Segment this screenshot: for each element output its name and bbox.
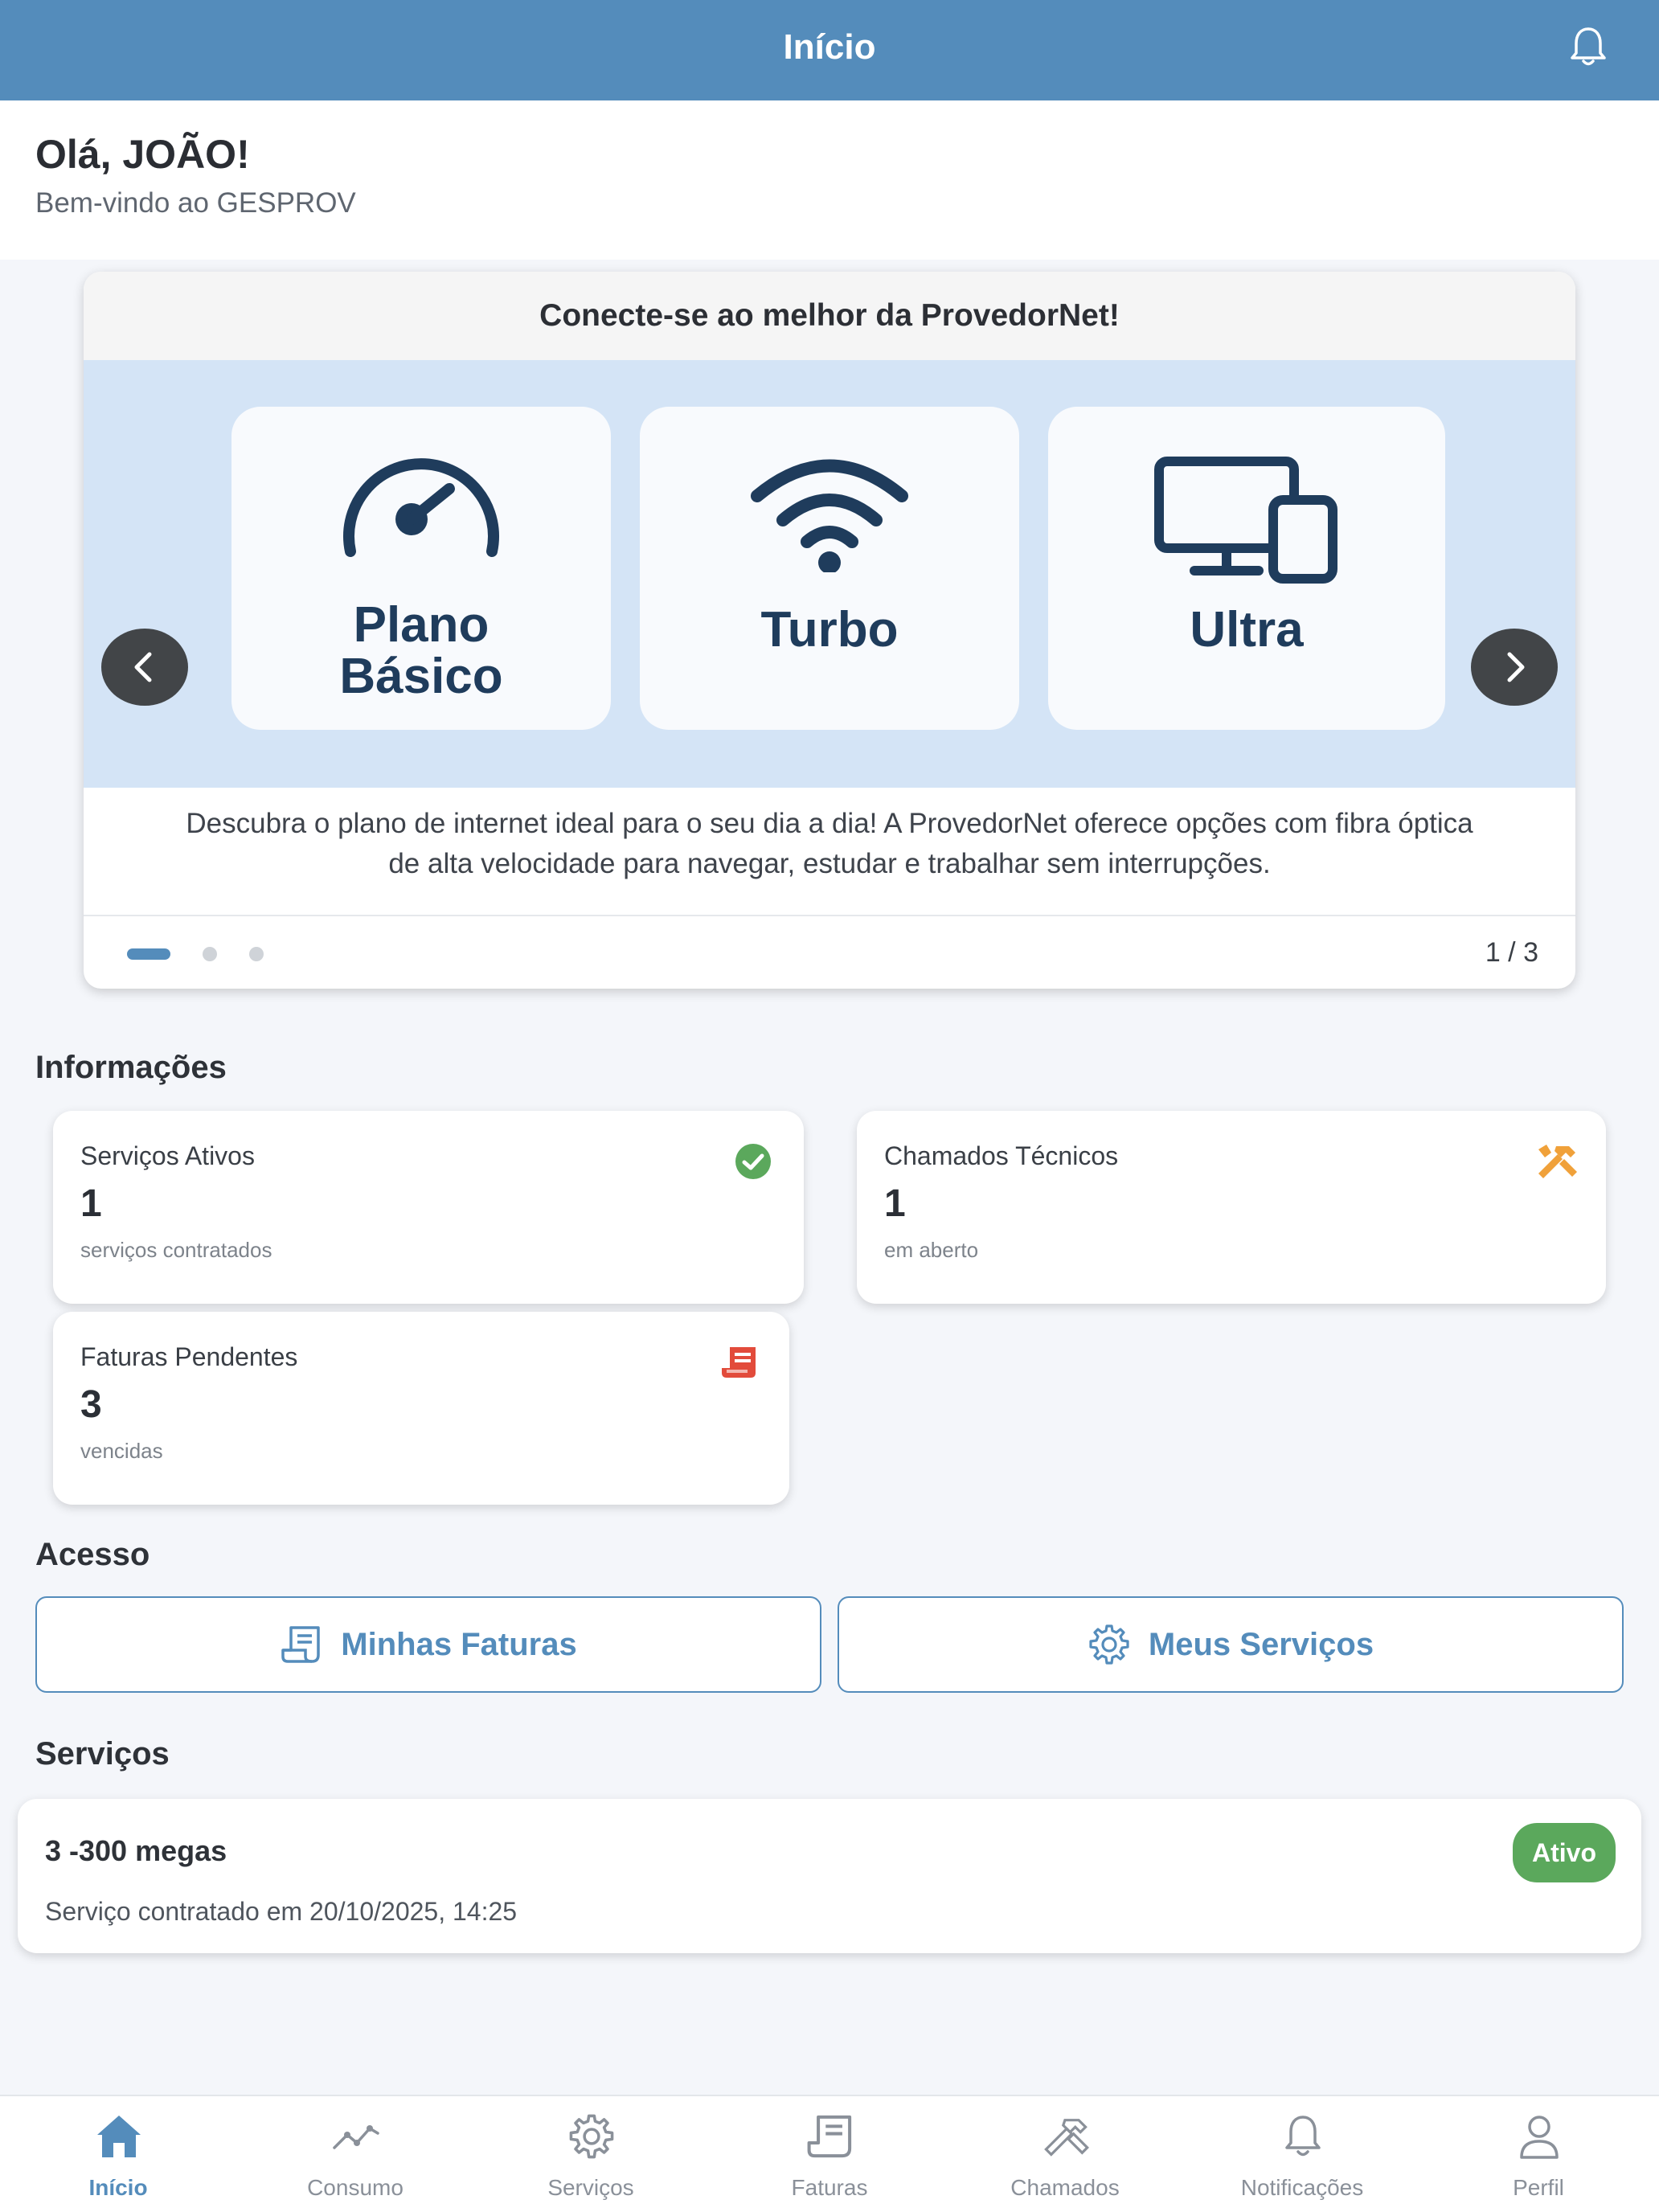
info-section-title: Informações [35,1050,227,1085]
info-card-value: 1 [80,1182,102,1225]
chart-line-icon [331,2112,381,2161]
service-name: 3 -300 megas [45,1834,227,1867]
plan-card-turbo [640,407,1019,730]
info-card-caption: vencidas [80,1439,163,1463]
info-card-value: 1 [884,1182,906,1225]
info-card-active-services[interactable] [53,1111,804,1304]
nav-item-consumo[interactable] [263,2096,448,2212]
nav-label: Serviços [547,2175,634,2200]
my-services-label: Meus Serviços [1148,1626,1374,1662]
plan-name-turbo: Turbo [760,602,899,657]
invoice-icon [805,2112,855,2161]
plan-name-line1: Plano [353,597,490,653]
gear-icon [567,2112,616,2161]
my-invoices-label: Minhas Faturas [341,1626,577,1662]
plan-name-ultra: Ultra [1190,602,1304,657]
nav-label: Início [88,2175,148,2200]
services-section-title: Serviços [35,1736,170,1772]
carousel-slide-image [84,360,1575,788]
carousel-dot-3[interactable] [249,947,264,961]
nav-item-perfil[interactable] [1446,2096,1631,2212]
page-title: Início [783,27,876,67]
invoice-icon [719,1342,759,1382]
invoice-icon [280,1624,323,1665]
promo-carousel[interactable] [84,272,1575,989]
my-services-button[interactable] [838,1596,1624,1693]
nav-item-servicos[interactable] [498,2096,683,2212]
nav-item-inicio[interactable] [26,2096,211,2212]
plan-name-line2: Básico [339,649,503,704]
bell-icon [1278,2112,1328,2161]
chevron-right-icon [1498,651,1530,683]
carousel-description-line1: Descubra o plano de internet ideal para o seu dia a dia! A ProvedorNet oferece opções com fibra óptica [186,808,1473,839]
bell-icon[interactable] [1564,23,1612,71]
nav-label: Chamados [1010,2175,1120,2200]
devices-icon [1153,455,1346,584]
carousel-dot-1[interactable] [127,948,170,960]
carousel-footer [84,915,1575,989]
chevron-left-icon [129,651,161,683]
access-section-title: Acesso [35,1537,150,1572]
plan-card-basico [231,407,611,730]
home-icon [94,2112,144,2161]
greeting-section [0,100,1659,260]
greeting-title: Olá, JOÃO! [35,132,250,177]
info-card-label: Serviços Ativos [80,1141,255,1170]
app-header [0,0,1659,100]
speedometer-icon [333,447,510,567]
service-date: Serviço contratado em 20/10/2025, 14:25 [45,1897,518,1926]
carousel-description [84,788,1575,879]
nav-item-faturas[interactable] [737,2096,922,2212]
info-card-caption: serviços contratados [80,1238,272,1262]
plan-card-ultra [1048,407,1445,730]
carousel-title: Conecte-se ao melhor da ProvedorNet! [84,272,1575,360]
tools-icon [1041,2112,1091,2161]
info-card-label: Chamados Técnicos [884,1141,1119,1170]
gear-icon [1088,1623,1131,1666]
status-badge: Ativo [1513,1823,1616,1882]
check-circle-icon [733,1141,773,1182]
wifi-icon [749,452,910,572]
nav-label: Perfil [1513,2175,1564,2200]
carousel-prev-button[interactable] [101,629,188,706]
nav-item-chamados[interactable] [973,2096,1157,2212]
nav-label: Consumo [307,2175,403,2200]
greeting-subtitle: Bem-vindo ao GESPROV [35,187,356,219]
info-card-label: Faturas Pendentes [80,1342,298,1371]
service-card[interactable] [18,1799,1641,1953]
carousel-counter: 1 / 3 [1485,937,1538,968]
info-card-tickets[interactable] [857,1111,1606,1304]
info-card-pending-invoices[interactable] [53,1312,789,1505]
my-invoices-button[interactable] [35,1596,821,1693]
carousel-next-button[interactable] [1471,629,1558,706]
nav-label: Faturas [791,2175,868,2200]
info-card-value: 3 [80,1383,102,1426]
nav-item-notificacoes[interactable] [1210,2096,1395,2212]
user-icon [1514,2112,1564,2161]
bottom-navigation [0,2095,1659,2212]
info-card-caption: em aberto [884,1238,979,1262]
carousel-dot-2[interactable] [203,947,217,961]
nav-label: Notificações [1240,2175,1364,2200]
carousel-description-line2: de alta velocidade para navegar, estudar e trabalhar sem interrupções. [388,848,1271,879]
tools-icon [1534,1141,1580,1182]
